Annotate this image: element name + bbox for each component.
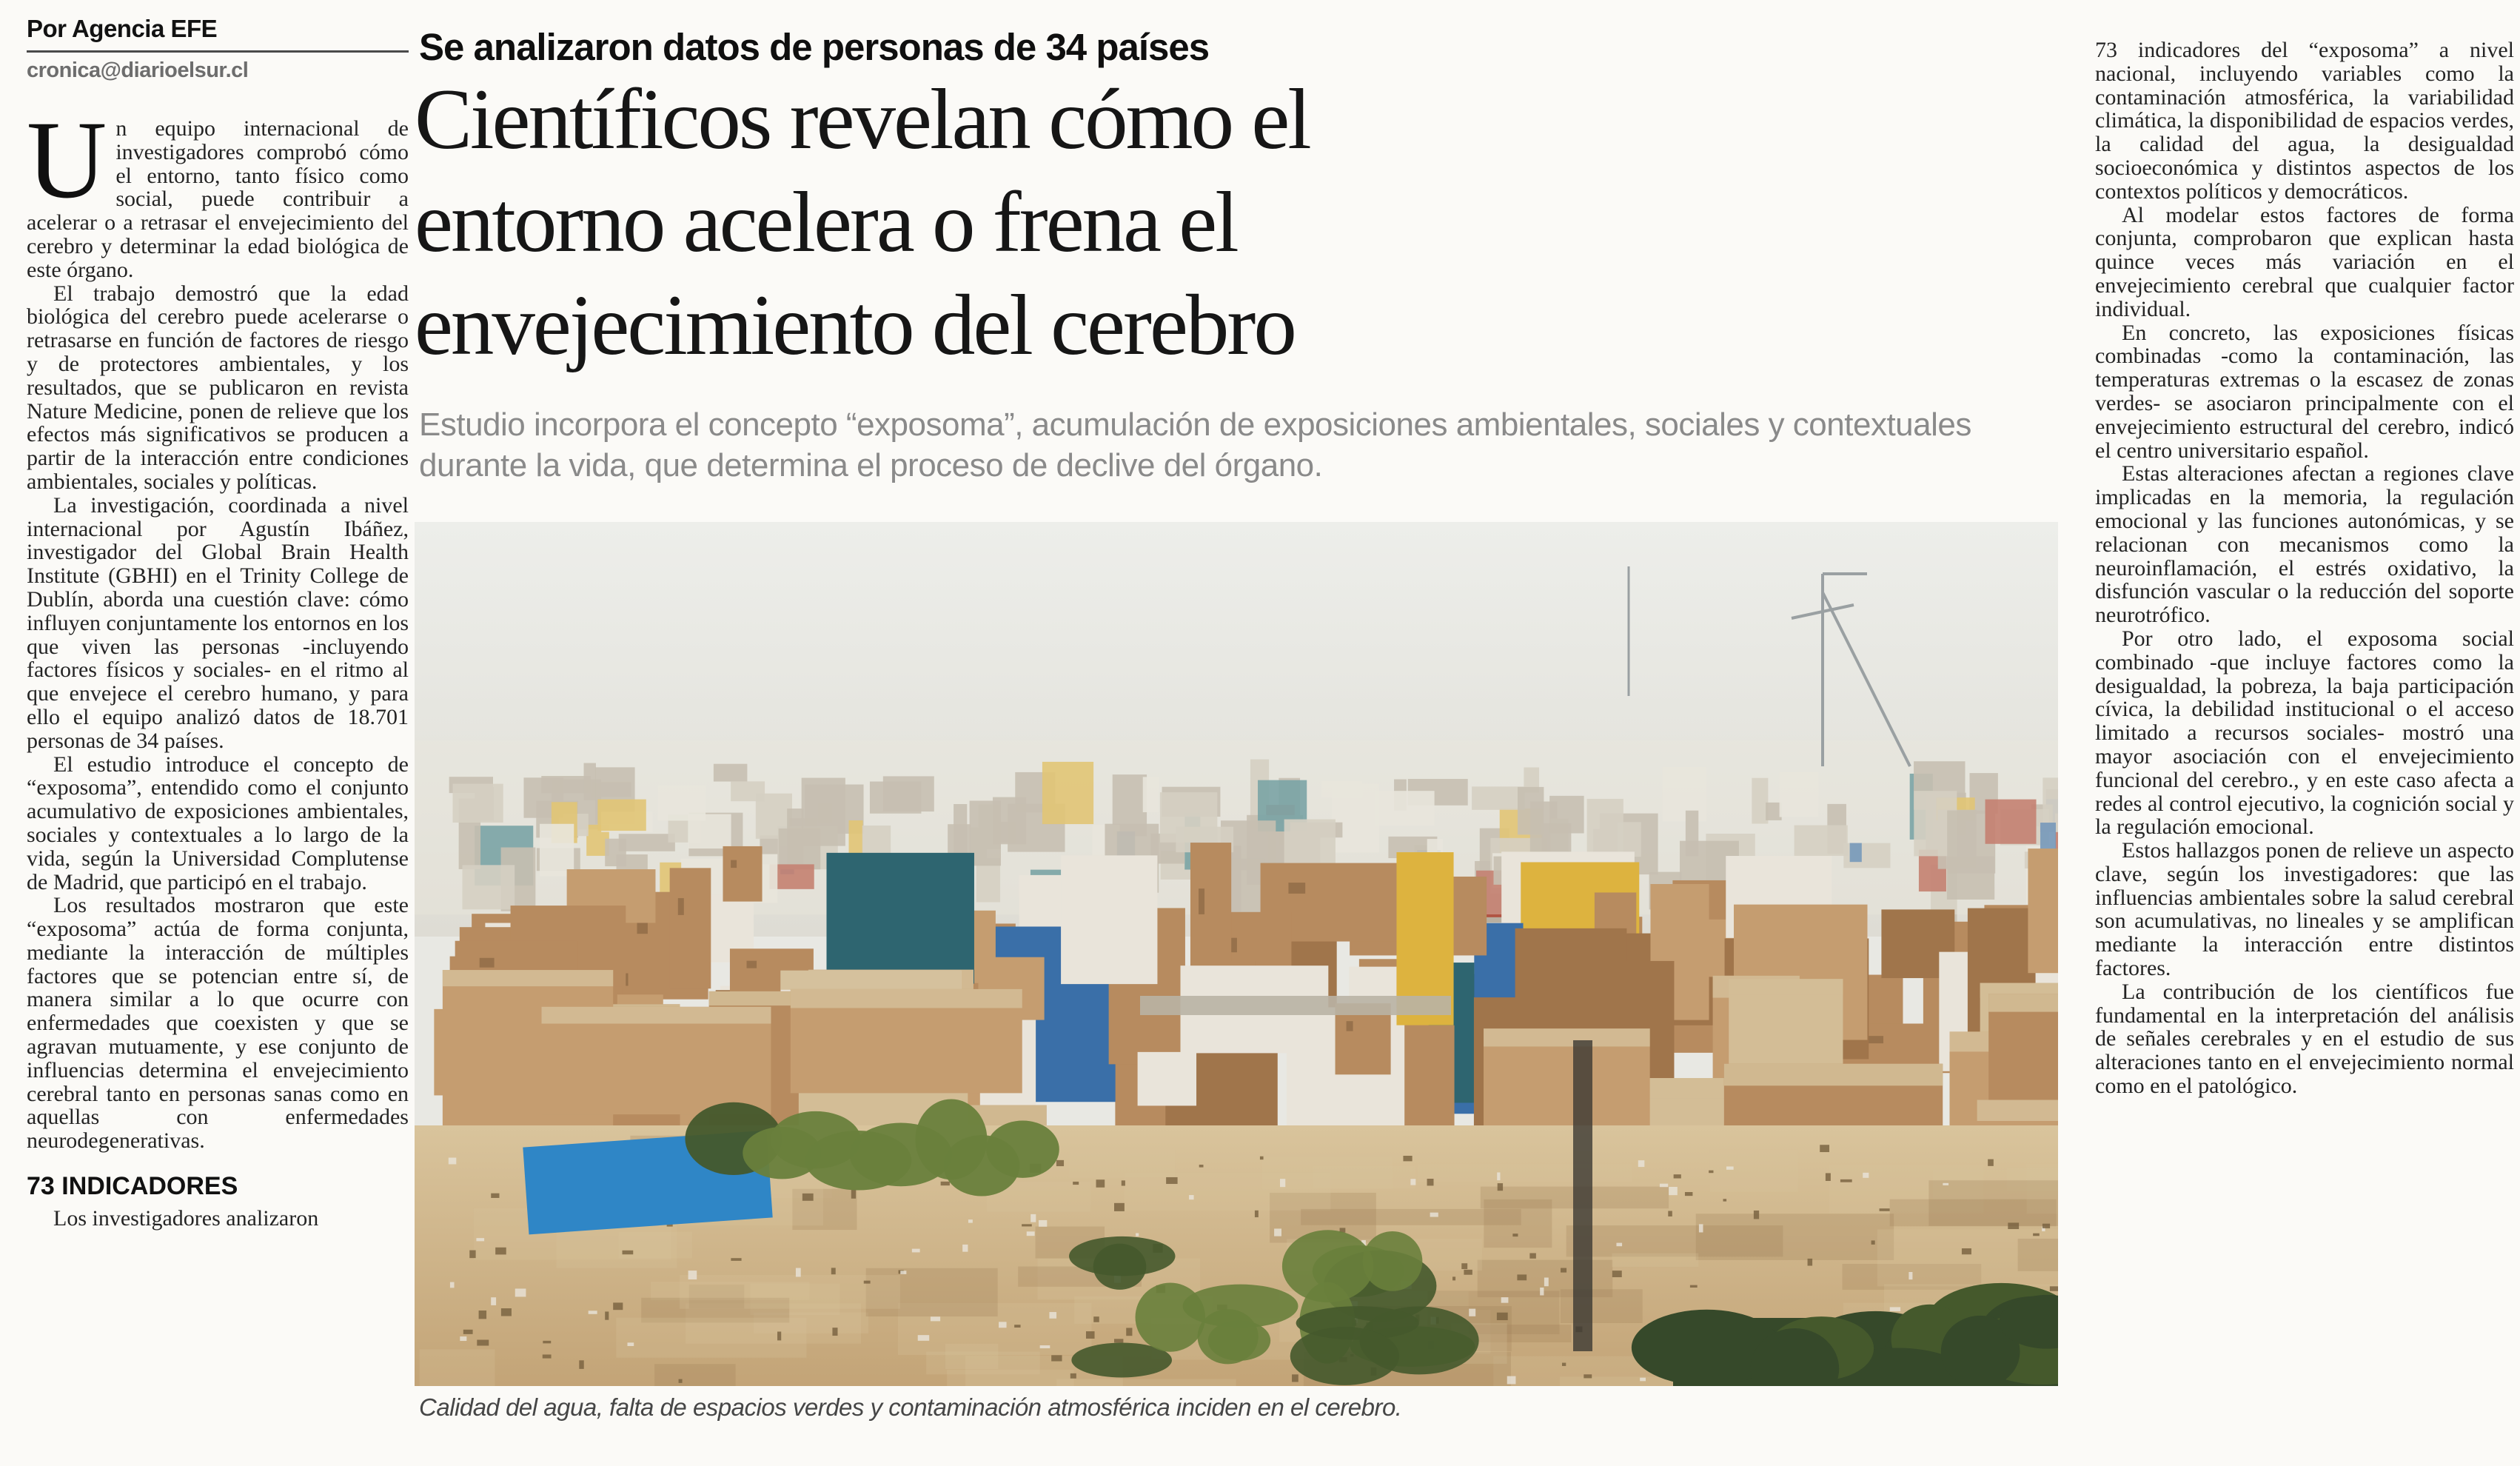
- subhead-paragraph: Los investigadores analizaron: [53, 1206, 319, 1231]
- article-photo: [415, 522, 2058, 1386]
- paragraph: Al modelar estos factores de forma conjunta, comprobaron que explican hasta quince veces más variación en el envejecimiento cerebral que cualquier factor individual.: [2095, 202, 2514, 321]
- paragraph: El estudio introduce el concepto de “exposoma”, entendido como el conjunto acumulativo de exposiciones ambientales, sociales y contextuales a lo largo de la vida, según la Universidad Complutense de Madrid, que participó en el trabajo.: [27, 752, 409, 894]
- paragraph: La contribución de los científicos fue fundamental en la interpretación del análisis de señales cerebrales y en el estudio de sus alteraciones tanto en el envejecimiento normal como en el patológico.: [2095, 979, 2514, 1099]
- kicker: Se analizaron datos de personas de 34 países: [419, 26, 1210, 68]
- headline-line: envejecimiento del cerebro: [415, 278, 1295, 373]
- paragraph: En concreto, las exposiciones físicas combinadas -como la contaminación, las temperaturas extremas o la escasez de zonas verdes- se asociaron principalmente con el envejecimiento estructural del cerebro, indicó el centro universitario español.: [2095, 320, 2514, 463]
- headline-line: entorno acelera o frena el: [415, 175, 1237, 270]
- lead-paragraph: [27, 98, 409, 282]
- right-paragraphs: [2095, 39, 2514, 1098]
- headline: [415, 68, 2080, 377]
- right-column: [2095, 39, 2514, 1098]
- lead-paragraph-text: n equipo internacional de investigadores comprobó cómo el entorno, tanto físico como social, puede contribuir a acelerar o a retrasar el envejecimiento del cerebro y determinar la edad biológica de este órgano.: [27, 116, 409, 282]
- paragraph: La investigación, coordinada a nivel internacional por Agustín Ibáñez, investigador del Global Brain Health Institute (GBHI) en el Trinity College de Dublín, aborda una cuestión clave: cómo influyen conjuntamente los entornos en los que viven las personas -incluyendo factores físicos y sociales- en el ritmo al que envejece el cerebro humano, y para ello el equipo analizó datos de 18.701 personas de 34 países.: [27, 492, 409, 753]
- paragraph: Estas alteraciones afectan a regiones clave implicadas en la memoria, la regulación emocional y las funciones autonómicas, y se relacionan con mecanismos como la neuroinflamación, el estrés oxidativo, la disfunción vascular o la reducción del soporte neurotrófico.: [2095, 461, 2514, 628]
- photo-caption: Calidad del agua, falta de espacios verdes y contaminación atmosférica inciden en el cerebro.: [419, 1393, 1402, 1421]
- left-paragraphs: [27, 282, 409, 1153]
- drop-cap: U: [27, 98, 107, 221]
- settlement-aerial-photo: [415, 522, 2058, 1386]
- paragraph: Estos hallazgos ponen de relieve un aspecto clave, según los investigadores: que las influencias ambientales sobre la salud cerebral son acumulativas, no lineales y se amplifican mediante la interacción entre distintos factores.: [2095, 838, 2514, 981]
- paragraph: Los resultados mostraron que este “exposoma” actúa de forma conjunta, mediante la interacción de múltiples factores que se potencian entre sí, de manera similar a lo que ocurre con enfermedades que coexisten y que se agravan mutuamente, y ese conjunto de influencias determina el envejecimiento cerebral tanto en personas sanas como en aquellas con enfermedades neurodegenerativas.: [27, 893, 409, 1154]
- byline-email: cronica@diarioelsur.cl: [27, 58, 249, 82]
- byline-author: Por Agencia EFE: [27, 15, 409, 53]
- paragraph: El trabajo demostró que la edad biológica del cerebro puede acelerarse o retrasarse en función de factores de riesgo y de protectores ambientales, y los resultados, que se publicaron en revista Nature Medicine, ponen de relieve que los efectos más significativos se producen a partir de la interacción entre condiciones ambientales, sociales y políticas.: [27, 281, 409, 494]
- byline-block: [27, 15, 409, 83]
- subhead: 73 INDICADORES: [27, 1172, 238, 1201]
- deck: Estudio incorpora el concepto “exposoma”, acumulación de exposiciones ambientales, sociales y contextuales durante la vida, que determina el proceso de declive del órgano.: [419, 406, 1971, 483]
- left-column: [27, 98, 409, 1231]
- paragraph: 73 indicadores del “exposoma” a nivel nacional, incluyendo variables como la contaminación atmosférica, la variabilidad climática, la disponibilidad de espacios verdes, la calidad del agua, la desigualdad socioeconómica y distintos aspectos de los contextos políticos y democráticos.: [2095, 38, 2514, 204]
- paragraph: Por otro lado, el exposoma social combinado -que incluye factores como la desigualdad, la pobreza, la baja participación cívica, la debilidad institucional o el acceso limitado a recursos sociales- mostró una mayor asociación con el envejecimiento funcional del cerebro., y en este caso afecta a redes al control ejecutivo, la cognición social y la regulación emocional.: [2095, 626, 2514, 840]
- headline-line: Científicos revelan cómo el: [415, 72, 1310, 167]
